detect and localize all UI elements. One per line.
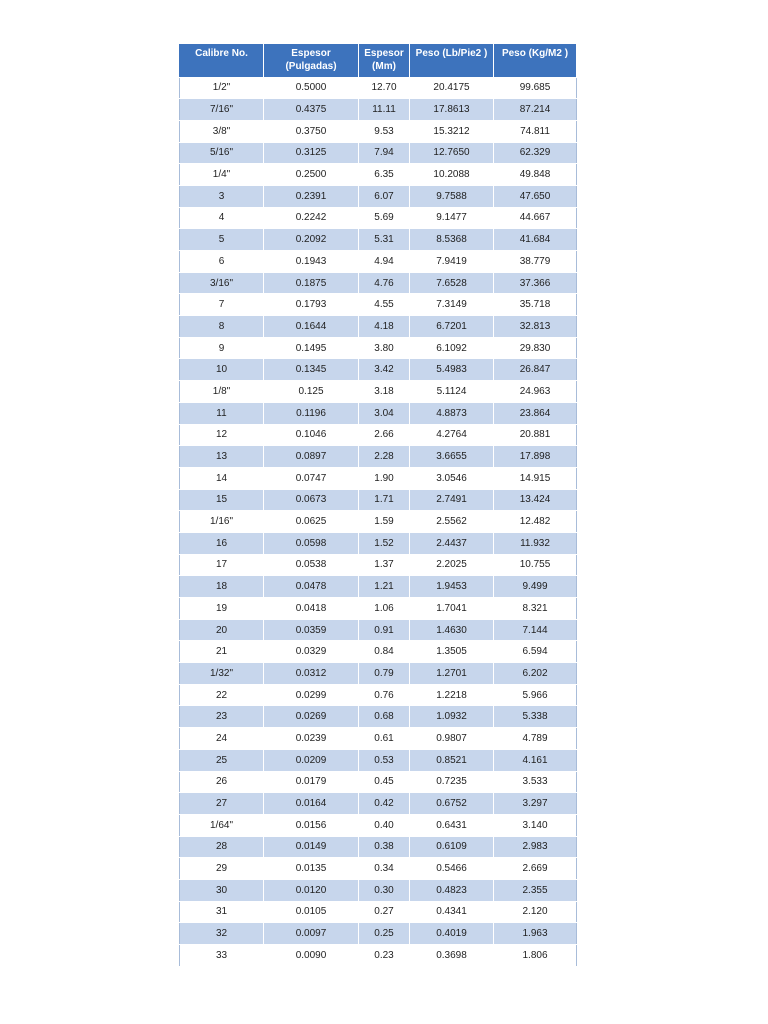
cell-peso-lb: 15.3212 <box>410 120 494 142</box>
cell-peso-kg: 13.424 <box>494 489 577 511</box>
cell-espesor-mm: 0.91 <box>359 619 410 641</box>
cell-peso-kg: 2.355 <box>494 879 577 901</box>
cell-peso-kg: 49.848 <box>494 164 577 186</box>
cell-espesor-mm: 4.18 <box>359 316 410 338</box>
cell-espesor-pulgadas: 0.1644 <box>264 316 359 338</box>
cell-peso-lb: 6.1092 <box>410 337 494 359</box>
cell-espesor-pulgadas: 0.0418 <box>264 598 359 620</box>
cell-calibre: 18 <box>180 576 264 598</box>
cell-peso-kg: 6.202 <box>494 663 577 685</box>
cell-peso-kg: 3.140 <box>494 814 577 836</box>
cell-calibre: 27 <box>180 793 264 815</box>
table-row <box>180 185 577 207</box>
cell-peso-kg: 47.650 <box>494 185 577 207</box>
cell-peso-kg: 2.669 <box>494 858 577 880</box>
cell-espesor-mm: 4.76 <box>359 272 410 294</box>
table-row <box>180 879 577 901</box>
cell-calibre: 26 <box>180 771 264 793</box>
cell-espesor-pulgadas: 0.0598 <box>264 532 359 554</box>
gauge-table-container <box>179 44 576 967</box>
table-row <box>180 77 577 99</box>
cell-peso-kg: 2.983 <box>494 836 577 858</box>
cell-peso-lb: 4.8873 <box>410 402 494 424</box>
cell-calibre: 23 <box>180 706 264 728</box>
table-body <box>180 77 577 966</box>
table-row <box>180 706 577 728</box>
cell-calibre: 3/16" <box>180 272 264 294</box>
gauge-table <box>179 44 577 967</box>
cell-peso-kg: 44.667 <box>494 207 577 229</box>
cell-espesor-mm: 0.38 <box>359 836 410 858</box>
cell-peso-kg: 26.847 <box>494 359 577 381</box>
cell-espesor-pulgadas: 0.0538 <box>264 554 359 576</box>
cell-peso-lb: 6.7201 <box>410 316 494 338</box>
cell-espesor-mm: 11.11 <box>359 99 410 121</box>
cell-peso-lb: 0.7235 <box>410 771 494 793</box>
cell-peso-lb: 0.4341 <box>410 901 494 923</box>
cell-espesor-pulgadas: 0.2092 <box>264 229 359 251</box>
cell-calibre: 8 <box>180 316 264 338</box>
cell-espesor-mm: 7.94 <box>359 142 410 164</box>
cell-espesor-mm: 0.68 <box>359 706 410 728</box>
cell-espesor-pulgadas: 0.4375 <box>264 99 359 121</box>
cell-espesor-mm: 9.53 <box>359 120 410 142</box>
cell-peso-kg: 23.864 <box>494 402 577 424</box>
table-row <box>180 923 577 945</box>
cell-espesor-mm: 4.55 <box>359 294 410 316</box>
cell-espesor-mm: 0.30 <box>359 879 410 901</box>
cell-espesor-mm: 2.66 <box>359 424 410 446</box>
cell-espesor-pulgadas: 0.0156 <box>264 814 359 836</box>
cell-peso-kg: 62.329 <box>494 142 577 164</box>
table-row <box>180 402 577 424</box>
cell-peso-lb: 7.9419 <box>410 251 494 273</box>
cell-peso-lb: 9.1477 <box>410 207 494 229</box>
cell-espesor-mm: 3.42 <box>359 359 410 381</box>
cell-espesor-pulgadas: 0.0135 <box>264 858 359 880</box>
cell-peso-lb: 0.3698 <box>410 945 494 967</box>
header-row <box>180 44 577 77</box>
cell-peso-kg: 20.881 <box>494 424 577 446</box>
cell-espesor-pulgadas: 0.1875 <box>264 272 359 294</box>
cell-calibre: 33 <box>180 945 264 967</box>
table-row <box>180 554 577 576</box>
table-row <box>180 836 577 858</box>
cell-espesor-pulgadas: 0.0312 <box>264 663 359 685</box>
table-row <box>180 359 577 381</box>
column-header-peso-lb: Peso (Lb/Pie2 ) <box>410 44 494 77</box>
cell-calibre: 7 <box>180 294 264 316</box>
cell-espesor-pulgadas: 0.1046 <box>264 424 359 446</box>
cell-calibre: 5 <box>180 229 264 251</box>
cell-espesor-mm: 1.37 <box>359 554 410 576</box>
cell-peso-kg: 87.214 <box>494 99 577 121</box>
column-header-peso-kg: Peso (Kg/M2 ) <box>494 44 577 77</box>
table-row <box>180 901 577 923</box>
cell-espesor-pulgadas: 0.0120 <box>264 879 359 901</box>
cell-peso-kg: 24.963 <box>494 381 577 403</box>
cell-peso-kg: 17.898 <box>494 446 577 468</box>
cell-espesor-mm: 1.06 <box>359 598 410 620</box>
cell-calibre: 19 <box>180 598 264 620</box>
table-row <box>180 858 577 880</box>
cell-espesor-mm: 3.80 <box>359 337 410 359</box>
cell-espesor-mm: 3.18 <box>359 381 410 403</box>
table-row <box>180 99 577 121</box>
cell-espesor-pulgadas: 0.1793 <box>264 294 359 316</box>
cell-peso-lb: 0.6431 <box>410 814 494 836</box>
cell-espesor-pulgadas: 0.2391 <box>264 185 359 207</box>
cell-peso-kg: 5.966 <box>494 684 577 706</box>
table-row <box>180 272 577 294</box>
cell-espesor-pulgadas: 0.125 <box>264 381 359 403</box>
table-row <box>180 641 577 663</box>
cell-espesor-pulgadas: 0.0329 <box>264 641 359 663</box>
cell-peso-kg: 74.811 <box>494 120 577 142</box>
cell-espesor-mm: 1.21 <box>359 576 410 598</box>
cell-calibre: 3 <box>180 185 264 207</box>
table-row <box>180 814 577 836</box>
cell-calibre: 12 <box>180 424 264 446</box>
cell-espesor-pulgadas: 0.0105 <box>264 901 359 923</box>
table-row <box>180 576 577 598</box>
cell-peso-kg: 3.297 <box>494 793 577 815</box>
table-row <box>180 337 577 359</box>
cell-calibre: 25 <box>180 749 264 771</box>
cell-calibre: 13 <box>180 446 264 468</box>
cell-calibre: 1/8" <box>180 381 264 403</box>
cell-peso-kg: 11.932 <box>494 532 577 554</box>
cell-peso-lb: 3.0546 <box>410 467 494 489</box>
column-header-espesor-pulgadas: Espesor (Pulgadas) <box>264 44 359 77</box>
cell-peso-kg: 35.718 <box>494 294 577 316</box>
cell-espesor-mm: 0.79 <box>359 663 410 685</box>
cell-peso-kg: 10.755 <box>494 554 577 576</box>
cell-calibre: 31 <box>180 901 264 923</box>
cell-espesor-pulgadas: 0.1196 <box>264 402 359 424</box>
cell-peso-kg: 7.144 <box>494 619 577 641</box>
cell-espesor-mm: 0.84 <box>359 641 410 663</box>
cell-espesor-pulgadas: 0.3750 <box>264 120 359 142</box>
cell-peso-kg: 37.366 <box>494 272 577 294</box>
cell-peso-lb: 12.7650 <box>410 142 494 164</box>
cell-peso-lb: 9.7588 <box>410 185 494 207</box>
cell-calibre: 20 <box>180 619 264 641</box>
cell-peso-lb: 1.7041 <box>410 598 494 620</box>
cell-espesor-pulgadas: 0.2242 <box>264 207 359 229</box>
cell-espesor-mm: 3.04 <box>359 402 410 424</box>
cell-peso-lb: 5.4983 <box>410 359 494 381</box>
cell-espesor-pulgadas: 0.0478 <box>264 576 359 598</box>
table-row <box>180 251 577 273</box>
table-row <box>180 424 577 446</box>
cell-calibre: 1/32" <box>180 663 264 685</box>
cell-peso-kg: 12.482 <box>494 511 577 533</box>
table-row <box>180 945 577 967</box>
cell-calibre: 3/8" <box>180 120 264 142</box>
table-row <box>180 749 577 771</box>
cell-peso-kg: 5.338 <box>494 706 577 728</box>
cell-espesor-pulgadas: 0.0239 <box>264 728 359 750</box>
cell-peso-lb: 2.2025 <box>410 554 494 576</box>
cell-calibre: 9 <box>180 337 264 359</box>
cell-peso-kg: 1.806 <box>494 945 577 967</box>
cell-calibre: 10 <box>180 359 264 381</box>
cell-espesor-pulgadas: 0.0897 <box>264 446 359 468</box>
table-row <box>180 381 577 403</box>
cell-calibre: 17 <box>180 554 264 576</box>
cell-calibre: 11 <box>180 402 264 424</box>
table-row <box>180 229 577 251</box>
cell-calibre: 28 <box>180 836 264 858</box>
cell-espesor-mm: 6.35 <box>359 164 410 186</box>
cell-peso-lb: 2.4437 <box>410 532 494 554</box>
cell-espesor-pulgadas: 0.0673 <box>264 489 359 511</box>
cell-peso-lb: 0.8521 <box>410 749 494 771</box>
cell-espesor-pulgadas: 0.1943 <box>264 251 359 273</box>
cell-peso-kg: 3.533 <box>494 771 577 793</box>
cell-peso-lb: 3.6655 <box>410 446 494 468</box>
table-row <box>180 793 577 815</box>
table-row <box>180 771 577 793</box>
cell-peso-lb: 20.4175 <box>410 77 494 99</box>
cell-peso-kg: 4.789 <box>494 728 577 750</box>
cell-peso-kg: 29.830 <box>494 337 577 359</box>
cell-calibre: 1/4" <box>180 164 264 186</box>
cell-espesor-pulgadas: 0.0097 <box>264 923 359 945</box>
cell-calibre: 24 <box>180 728 264 750</box>
cell-peso-lb: 8.5368 <box>410 229 494 251</box>
cell-espesor-mm: 5.31 <box>359 229 410 251</box>
cell-peso-lb: 1.2218 <box>410 684 494 706</box>
cell-espesor-pulgadas: 0.0164 <box>264 793 359 815</box>
cell-espesor-mm: 0.34 <box>359 858 410 880</box>
cell-peso-kg: 99.685 <box>494 77 577 99</box>
cell-peso-kg: 14.915 <box>494 467 577 489</box>
table-row <box>180 728 577 750</box>
cell-peso-lb: 5.1124 <box>410 381 494 403</box>
cell-calibre: 6 <box>180 251 264 273</box>
table-row <box>180 619 577 641</box>
cell-calibre: 4 <box>180 207 264 229</box>
cell-peso-kg: 8.321 <box>494 598 577 620</box>
cell-espesor-mm: 1.90 <box>359 467 410 489</box>
cell-peso-kg: 4.161 <box>494 749 577 771</box>
cell-calibre: 22 <box>180 684 264 706</box>
cell-calibre: 29 <box>180 858 264 880</box>
table-row <box>180 684 577 706</box>
cell-espesor-pulgadas: 0.0299 <box>264 684 359 706</box>
cell-peso-lb: 1.9453 <box>410 576 494 598</box>
cell-peso-kg: 9.499 <box>494 576 577 598</box>
cell-espesor-mm: 0.23 <box>359 945 410 967</box>
cell-espesor-pulgadas: 0.0149 <box>264 836 359 858</box>
cell-calibre: 32 <box>180 923 264 945</box>
table-row <box>180 446 577 468</box>
cell-calibre: 21 <box>180 641 264 663</box>
cell-peso-kg: 41.684 <box>494 229 577 251</box>
cell-peso-kg: 32.813 <box>494 316 577 338</box>
cell-calibre: 7/16" <box>180 99 264 121</box>
table-row <box>180 316 577 338</box>
cell-espesor-mm: 1.52 <box>359 532 410 554</box>
cell-peso-lb: 1.3505 <box>410 641 494 663</box>
cell-peso-lb: 1.0932 <box>410 706 494 728</box>
cell-espesor-mm: 0.45 <box>359 771 410 793</box>
table-row <box>180 207 577 229</box>
cell-peso-lb: 1.4630 <box>410 619 494 641</box>
table-row <box>180 663 577 685</box>
cell-espesor-pulgadas: 0.5000 <box>264 77 359 99</box>
cell-peso-lb: 7.6528 <box>410 272 494 294</box>
cell-espesor-mm: 4.94 <box>359 251 410 273</box>
table-row <box>180 164 577 186</box>
table-row <box>180 120 577 142</box>
cell-peso-lb: 2.7491 <box>410 489 494 511</box>
cell-espesor-mm: 2.28 <box>359 446 410 468</box>
cell-espesor-pulgadas: 0.0090 <box>264 945 359 967</box>
table-row <box>180 489 577 511</box>
cell-calibre: 1/2" <box>180 77 264 99</box>
cell-espesor-pulgadas: 0.0359 <box>264 619 359 641</box>
cell-peso-lb: 10.2088 <box>410 164 494 186</box>
table-row <box>180 511 577 533</box>
cell-peso-lb: 0.5466 <box>410 858 494 880</box>
cell-peso-lb: 2.5562 <box>410 511 494 533</box>
cell-espesor-pulgadas: 0.0747 <box>264 467 359 489</box>
table-row <box>180 294 577 316</box>
table-row <box>180 598 577 620</box>
cell-espesor-mm: 1.59 <box>359 511 410 533</box>
table-row <box>180 532 577 554</box>
cell-peso-kg: 2.120 <box>494 901 577 923</box>
column-header-espesor-mm: Espesor (Mm) <box>359 44 410 77</box>
cell-espesor-mm: 0.25 <box>359 923 410 945</box>
cell-espesor-mm: 0.42 <box>359 793 410 815</box>
cell-peso-kg: 6.594 <box>494 641 577 663</box>
column-header-calibre: Calibre No. <box>180 44 264 77</box>
cell-calibre: 30 <box>180 879 264 901</box>
cell-peso-lb: 7.3149 <box>410 294 494 316</box>
cell-peso-lb: 0.4823 <box>410 879 494 901</box>
cell-peso-kg: 1.963 <box>494 923 577 945</box>
cell-peso-lb: 0.6109 <box>410 836 494 858</box>
cell-peso-kg: 38.779 <box>494 251 577 273</box>
cell-espesor-mm: 0.61 <box>359 728 410 750</box>
cell-espesor-pulgadas: 0.1345 <box>264 359 359 381</box>
cell-espesor-mm: 0.53 <box>359 749 410 771</box>
cell-espesor-mm: 12.70 <box>359 77 410 99</box>
cell-peso-lb: 1.2701 <box>410 663 494 685</box>
cell-calibre: 16 <box>180 532 264 554</box>
cell-espesor-mm: 5.69 <box>359 207 410 229</box>
cell-calibre: 14 <box>180 467 264 489</box>
cell-espesor-pulgadas: 0.0209 <box>264 749 359 771</box>
cell-calibre: 5/16" <box>180 142 264 164</box>
cell-espesor-pulgadas: 0.0625 <box>264 511 359 533</box>
cell-peso-lb: 0.9807 <box>410 728 494 750</box>
table-header <box>180 44 577 77</box>
cell-espesor-pulgadas: 0.1495 <box>264 337 359 359</box>
cell-peso-lb: 0.4019 <box>410 923 494 945</box>
table-row <box>180 467 577 489</box>
cell-espesor-mm: 0.40 <box>359 814 410 836</box>
cell-calibre: 15 <box>180 489 264 511</box>
cell-peso-lb: 4.2764 <box>410 424 494 446</box>
cell-espesor-mm: 0.27 <box>359 901 410 923</box>
cell-espesor-pulgadas: 0.0179 <box>264 771 359 793</box>
table-row <box>180 142 577 164</box>
cell-espesor-pulgadas: 0.3125 <box>264 142 359 164</box>
cell-calibre: 1/64" <box>180 814 264 836</box>
cell-peso-lb: 0.6752 <box>410 793 494 815</box>
cell-espesor-mm: 6.07 <box>359 185 410 207</box>
cell-espesor-pulgadas: 0.2500 <box>264 164 359 186</box>
cell-espesor-pulgadas: 0.0269 <box>264 706 359 728</box>
cell-calibre: 1/16" <box>180 511 264 533</box>
cell-espesor-mm: 1.71 <box>359 489 410 511</box>
cell-peso-lb: 17.8613 <box>410 99 494 121</box>
cell-espesor-mm: 0.76 <box>359 684 410 706</box>
